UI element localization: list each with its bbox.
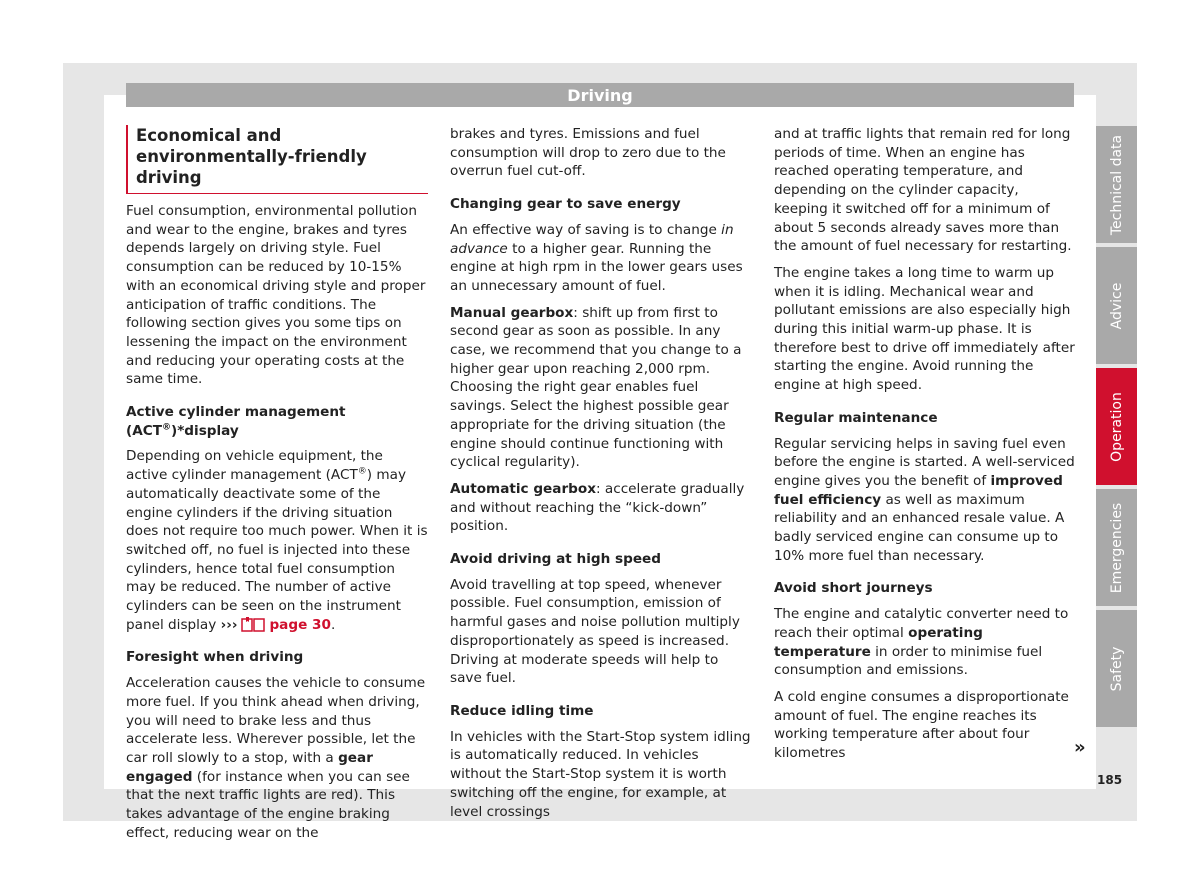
tab-technical-data[interactable]: Technical data [1096,126,1137,243]
book-reference-icon [240,616,266,632]
high-speed-heading: Avoid driving at high speed [450,551,661,568]
continued-paragraph: and at traffic lights that remain red for long periods of time. When an engine has reached operating temperature, and depending on the cylinder capacity, keeping it switched off for a minimum of about 5 seconds already saves more than the amount of fuel necessary for restarting. [774,126,1072,255]
idling-heading: Reduce idling time [450,702,594,719]
continued-paragraph: brakes and tyres. Emissions and fuel consumption will drop to zero due to the overrun fuel cut-off. [450,126,726,180]
automatic-gearbox-paragraph: Automatic gearbox: accelerate gradually and without reaching the “kick-down” position. [450,480,745,535]
chapter-header [126,83,1074,107]
idling-paragraph: In vehicles with the Start-Stop system idling is automatically reduced. In vehicles without the Start-Stop system it is worth switching off the engine, for example, at level crossings [450,728,751,820]
tab-advice[interactable]: Advice [1096,247,1137,364]
tab-safety[interactable]: Safety [1096,610,1137,727]
section-title: Economical and environmentally-friendly driving [126,125,428,194]
maintenance-heading: Regular maintenance [774,409,938,426]
high-speed-paragraph: Avoid travelling at top speed, whenever possible. Fuel consumption, emission of harmful gases and noise pollution multiply disproportionately as speed is increased. Driving at moderate speeds will help to save fuel. [450,576,740,687]
warm-up-paragraph: The engine takes a long time to warm up when it is idling. Mechanical wear and pollutant emissions are also especially high during this initial warm-up phase. It is therefore best to drive off immediately after starting the engine. Avoid running the engine at high speed. [774,264,1075,394]
page-number: 185 [1097,773,1123,787]
reference-arrows: ››› [220,616,238,633]
gear-paragraph: An effective way of saving is to change in advance to a higher gear. Running the engine at high rpm in the lower gears uses an unnecessary amount of fuel. [450,221,743,294]
intro-paragraph: Fuel consumption, environmental pollution and wear to the engine, brakes and tyres depends largely on driving style. Fuel consumption can be reduced by 10-15% with an economical driving style and proper anticipation of traffic conditions. The following section gives you some tips on lessening the impact on the environment and reducing your operating costs at the same time. [126,203,426,388]
column-2 [450,125,752,829]
chapter-title: Driving [567,86,633,105]
continue-mark: » [1074,737,1086,758]
act-paragraph: Depending on vehicle equipment, the active cylinder management (ACT®) may automatically deactivate some of the engine cylinders if the driving situation does not require too much power. When it is switched off, no fuel is injected into these cylinders, hence total fuel consumption may be reduced. The number of active cylinders can be seen on the instrument panel display ››› page 30. [126,448,428,633]
column-1 [126,125,428,851]
short-journeys-paragraph: The engine and catalytic converter need to reach their optimal operating temperature in order to minimise fuel consumption and emissions. [774,606,1069,679]
act-heading: Active cylinder management (ACT®)*display [126,404,346,439]
cold-engine-paragraph: A cold engine consumes a disproportionate amount of fuel. The engine reaches its working temperature after about four kilometres [774,688,1069,762]
foresight-paragraph: Acceleration causes the vehicle to consume more fuel. If you think ahead when driving, you will need to brake less and thus accelerate less. Wherever possible, let the car roll slowly to a stop, with a gear engaged (for instance when you can see that the next traffic lights are red). This takes advantage of the engine braking effect, reducing wear on the [126,675,426,841]
short-journeys-heading: Avoid short journeys [774,580,933,597]
page-30-link[interactable]: page 30 [269,616,331,633]
column-3 [774,125,1076,771]
gear-heading: Changing gear to save energy [450,196,681,213]
tab-emergencies[interactable]: Emergencies [1096,489,1137,606]
foresight-heading: Foresight when driving [126,649,304,666]
tab-operation[interactable]: Operation [1096,368,1137,485]
maintenance-paragraph: Regular servicing helps in saving fuel even before the engine is started. A well-serviced engine gives you the benefit of improved fuel efficiency as well as maximum reliability and an enhanced resale value. A badly serviced engine can consume up to 10% more fuel than necessary. [774,435,1075,564]
manual-gearbox-paragraph: Manual gearbox: shift up from first to second gear as soon as possible. In any case, we recommend that you change to a higher gear upon reaching 2,000 rpm. Choosing the right gear enables fuel savings. Select the highest possible gear appropriate for the driving situation (the engine should continue functioning with cyclical regularity). [450,304,742,471]
